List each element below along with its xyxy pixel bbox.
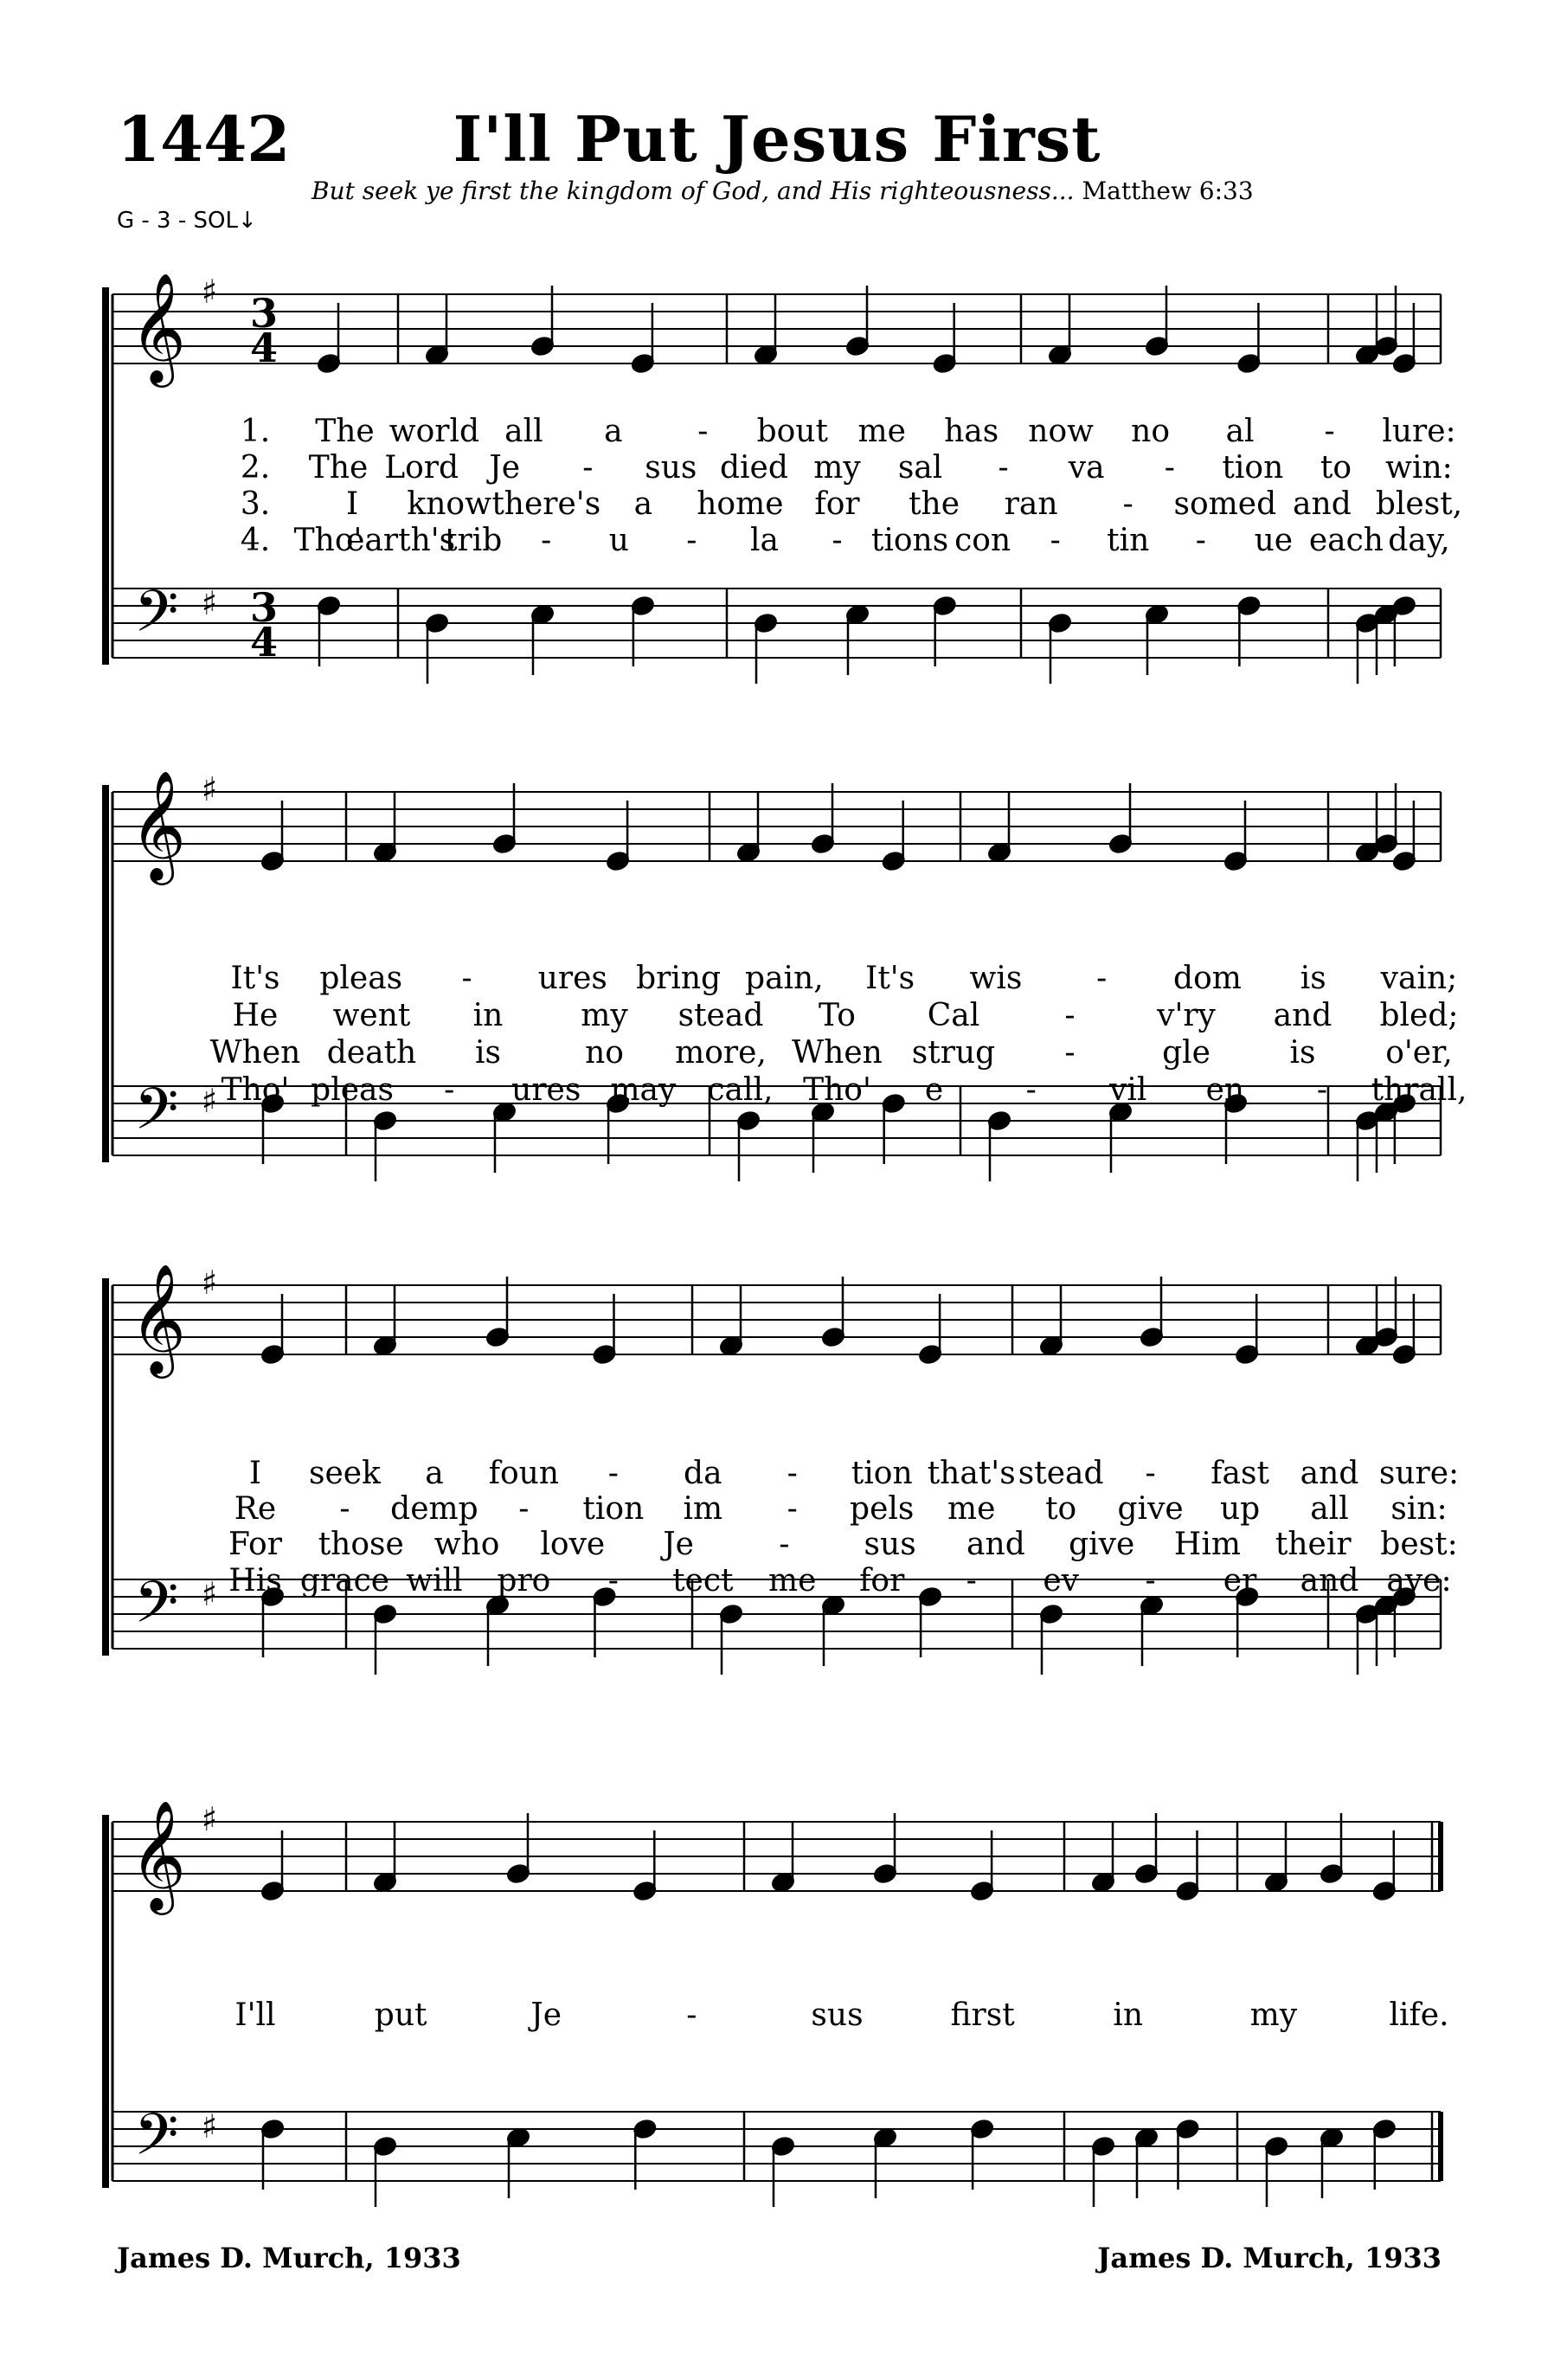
lyric-syllable: He [232, 998, 279, 1033]
lyric-syllable: en [1205, 1072, 1245, 1108]
sharp-sign: ♯ [201, 770, 218, 808]
lyric-syllable: For [228, 1527, 282, 1562]
lyric-syllable: tect [672, 1563, 734, 1598]
lyric-hyphen: - [832, 523, 843, 558]
lyric-syllable: er [1223, 1563, 1257, 1598]
lyric-syllable: more, [675, 1035, 767, 1071]
lyric-syllable: me [857, 414, 906, 449]
lyric-hyphen: - [787, 1491, 798, 1527]
lyric-syllable: im [683, 1491, 723, 1527]
lyric-syllable: sus [864, 1527, 916, 1562]
lyric-syllable: their [1275, 1527, 1352, 1562]
lyric-syllable: Tho' [803, 1072, 871, 1108]
lyric-syllable: death [326, 1035, 417, 1071]
sharp-sign: ♯ [201, 584, 218, 622]
time-signature: 4 [249, 325, 279, 371]
lyric-syllable: o'er, [1385, 1035, 1453, 1071]
lyric-syllable: life. [1389, 1997, 1449, 2033]
lyric-syllable: Lord [384, 450, 459, 486]
lyric-hyphen: - [998, 450, 1009, 486]
lyric-syllable: home [697, 486, 784, 522]
lyric-syllable: know [407, 486, 491, 522]
lyric-syllable: win: [1385, 450, 1453, 486]
time-signature: 3 [249, 584, 279, 631]
lyric-hyphen: - [444, 1072, 455, 1108]
lyric-hyphen: - [779, 1527, 790, 1562]
lyric-syllable: put [374, 1997, 427, 2033]
time-signature: 3 [249, 290, 279, 337]
hymn-title: I'll Put Jesus First [453, 102, 1101, 176]
lyric-syllable: all [504, 414, 543, 449]
lyric-syllable: 3. [240, 486, 271, 522]
lyric-syllable: 4. [240, 523, 271, 558]
lyric-syllable: e [924, 1072, 944, 1108]
lyric-hyphen: - [966, 1563, 977, 1598]
lyric-syllable: His [228, 1563, 282, 1598]
lyric-syllable: now [1028, 414, 1094, 449]
lyric-syllable: tions [870, 523, 949, 558]
lyric-syllable: I'll [234, 1997, 276, 2033]
lyric-hyphen: - [582, 450, 594, 486]
lyric-syllable: foun [488, 1456, 560, 1491]
lyric-syllable: la [749, 523, 779, 558]
lyric-hyphen: - [1324, 414, 1335, 449]
lyric-hyphen: - [697, 414, 709, 449]
lyric-hyphen: - [1122, 486, 1133, 522]
lyric-syllable: and [966, 1527, 1025, 1562]
lyric-syllable: va [1068, 450, 1105, 486]
lyric-syllable: strug [911, 1035, 996, 1071]
lyric-syllable: sin: [1390, 1491, 1448, 1527]
lyric-syllable: stead [1018, 1456, 1104, 1491]
lyric-syllable: To [819, 998, 856, 1033]
lyric-syllable: The [315, 414, 375, 449]
sharp-sign: ♯ [201, 1575, 218, 1613]
lyric-syllable: vil [1109, 1072, 1147, 1108]
lyric-hyphen: - [339, 1491, 350, 1527]
sharp-sign: ♯ [201, 1264, 218, 1302]
lyric-syllable: tion [851, 1456, 913, 1491]
lyric-syllable: each [1308, 523, 1384, 558]
lyric-syllable: a [633, 486, 653, 522]
lyric-syllable: v'ry [1157, 998, 1216, 1033]
lyric-syllable: stead [677, 998, 764, 1033]
sharp-sign: ♯ [201, 1800, 218, 1838]
lyric-hyphen: - [1025, 1072, 1037, 1108]
lyric-syllable: tion [582, 1491, 645, 1527]
lyric-hyphen: - [1096, 961, 1108, 996]
lyric-syllable: I [345, 486, 359, 522]
lyric-syllable: has [944, 414, 999, 449]
lyric-syllable: is [1289, 1035, 1316, 1071]
lyric-syllable: 2. [240, 450, 271, 486]
lyric-syllable: all [1310, 1491, 1349, 1527]
lyric-syllable: to [1045, 1491, 1077, 1527]
lyric-syllable: ran [1004, 486, 1058, 522]
lyric-syllable: da [684, 1456, 722, 1491]
system-3-bracket [102, 1278, 109, 1656]
lyric-syllable: a [425, 1456, 444, 1491]
lyric-hyphen: - [518, 1491, 530, 1527]
lyric-syllable: pain, [745, 961, 824, 996]
lyric-syllable: no [585, 1035, 624, 1071]
lyric-syllable: a [604, 414, 623, 449]
lyric-syllable: will [406, 1563, 463, 1598]
lyric-syllable: Cal [927, 998, 980, 1033]
lyric-syllable: It's [865, 961, 915, 996]
lyric-syllable: dom [1173, 961, 1242, 996]
words-credit: James D. Murch, 1933 [117, 2242, 461, 2274]
lyric-syllable: wis [969, 961, 1023, 996]
lyric-syllable: give [1069, 1527, 1135, 1562]
key-info: G - 3 - SOL↓ [117, 208, 257, 234]
lyric-syllable: fast [1210, 1456, 1269, 1491]
lyric-syllable: and [1300, 1456, 1359, 1491]
lyric-syllable: in [1113, 1997, 1144, 2033]
verse-reference: Matthew 6:33 [1082, 177, 1254, 205]
lyric-hyphen: - [1145, 1456, 1156, 1491]
lyric-syllable: those [318, 1527, 404, 1562]
lyric-syllable: demp [390, 1491, 478, 1527]
lyric-hyphen: - [1064, 1035, 1076, 1071]
lyric-syllable: sal [897, 450, 943, 486]
system-4-bracket [102, 1815, 109, 2188]
bass-clef: 𝄢 [134, 1569, 179, 1650]
lyric-hyphen: - [1064, 998, 1076, 1033]
lyric-syllable: sure: [1378, 1456, 1460, 1491]
lyric-syllable: ures [537, 961, 607, 996]
lyric-syllable: thrall, [1371, 1072, 1467, 1108]
music-credit: James D. Murch, 1933 [1097, 2242, 1442, 2274]
lyric-syllable: best: [1380, 1527, 1458, 1562]
lyric-hyphen: - [461, 961, 472, 996]
lyric-syllable: seek [309, 1456, 381, 1491]
lyric-syllable: con [954, 523, 1011, 558]
lyric-syllable: somed [1173, 486, 1277, 522]
treble-clef: 𝄞 [130, 272, 187, 383]
sharp-sign: ♯ [201, 2107, 218, 2145]
lyric-syllable: Re [234, 1491, 277, 1527]
lyric-syllable: went [332, 998, 411, 1033]
bass-clef: 𝄢 [134, 578, 179, 659]
system-1-bracket [102, 287, 109, 665]
hymn-number: 1442 [117, 102, 291, 176]
lyric-syllable: lure: [1382, 414, 1456, 449]
treble-clef: 𝄞 [130, 1263, 187, 1373]
lyric-syllable: sus [645, 450, 697, 486]
verse-text: But seek ye first the kingdom of God, and His righteousness... [311, 177, 1075, 205]
lyric-syllable: to [1320, 450, 1352, 486]
lyric-syllable: my [581, 998, 628, 1033]
lyric-syllable: bout [756, 414, 828, 449]
lyric-syllable: is [475, 1035, 501, 1071]
lyric-syllable: Je [663, 1527, 694, 1562]
lyric-syllable: gle [1162, 1035, 1210, 1071]
lyric-hyphen: - [607, 1563, 619, 1598]
lyric-syllable: vain; [1380, 961, 1458, 996]
treble-clef: 𝄞 [130, 1799, 187, 1910]
lyric-syllable: bring [636, 961, 722, 996]
lyric-syllable: pro [497, 1563, 551, 1598]
lyric-syllable: I [248, 1456, 262, 1491]
lyric-syllable: and [1273, 998, 1332, 1033]
lyric-syllable: world [388, 414, 480, 449]
lyric-syllable: 1. [240, 414, 271, 449]
bass-clef: 𝄢 [134, 2101, 179, 2182]
lyric-hyphen: - [1050, 523, 1061, 558]
lyric-syllable: love [540, 1527, 606, 1562]
lyric-hyphen: - [607, 1456, 619, 1491]
lyric-syllable: Tho' [293, 523, 363, 558]
lyric-syllable: ue [1254, 523, 1294, 558]
lyric-syllable: grace [299, 1563, 390, 1598]
lyric-syllable: first [950, 1997, 1015, 2033]
lyric-hyphen: - [787, 1456, 798, 1491]
lyric-syllable: al [1225, 414, 1255, 449]
lyric-syllable: there's [491, 486, 601, 522]
lyric-syllable: that's [927, 1456, 1016, 1491]
lyric-syllable: me [947, 1491, 996, 1527]
lyric-syllable: day, [1388, 523, 1450, 558]
lyric-hyphen: - [1164, 450, 1175, 486]
lyric-syllable: pleas [319, 961, 403, 996]
lyric-syllable: When [209, 1035, 301, 1071]
lyric-syllable: ev [1043, 1563, 1079, 1598]
lyric-syllable: me [768, 1563, 817, 1598]
lyric-syllable: may [610, 1072, 677, 1108]
lyric-syllable: trib [445, 523, 503, 558]
lyric-syllable: Him [1173, 1527, 1241, 1562]
lyric-syllable: bled; [1379, 998, 1459, 1033]
system-2-bracket [102, 785, 109, 1162]
lyric-syllable: give [1117, 1491, 1184, 1527]
lyric-syllable: u [608, 523, 629, 558]
lyric-syllable: When [792, 1035, 883, 1071]
bass-clef: 𝄢 [134, 1076, 179, 1156]
lyric-syllable: blest, [1375, 486, 1463, 522]
lyric-syllable: who [433, 1527, 500, 1562]
sharp-sign: ♯ [201, 273, 218, 311]
time-signature: 4 [249, 619, 279, 666]
lyric-hyphen: - [686, 523, 697, 558]
lyric-syllable: no [1131, 414, 1171, 449]
lyric-hyphen: - [1195, 523, 1206, 558]
lyric-syllable: pels [850, 1491, 915, 1527]
lyric-syllable: for [859, 1563, 905, 1598]
lyric-hyphen: - [686, 1997, 697, 2033]
lyric-syllable: up [1219, 1491, 1261, 1527]
lyric-syllable: pleas [311, 1072, 394, 1108]
sharp-sign: ♯ [201, 1082, 218, 1120]
lyric-hyphen: - [1316, 1072, 1327, 1108]
lyric-syllable: died [719, 450, 788, 486]
lyric-syllable: for [814, 486, 860, 522]
lyric-syllable: and [1300, 1563, 1359, 1598]
lyric-syllable: sus [811, 1997, 864, 2033]
lyric-syllable: tin [1107, 523, 1150, 558]
lyric-syllable: Je [530, 1997, 562, 2033]
lyric-syllable: It's [230, 961, 280, 996]
lyric-hyphen: - [541, 523, 552, 558]
lyric-syllable: my [1249, 1997, 1298, 2033]
lyric-syllable: my [813, 450, 861, 486]
lyric-syllable: earth's [346, 523, 456, 558]
lyric-syllable: ures [511, 1072, 581, 1108]
treble-clef: 𝄞 [130, 769, 187, 880]
lyric-syllable: is [1300, 961, 1326, 996]
lyric-syllable: in [472, 998, 504, 1033]
lyric-syllable: and [1293, 486, 1352, 522]
lyric-syllable: call, [707, 1072, 774, 1108]
lyric-syllable: The [308, 450, 369, 486]
lyric-syllable: the [909, 486, 960, 522]
lyric-syllable: Tho' [221, 1072, 290, 1108]
lyric-syllable: aye: [1386, 1563, 1452, 1598]
lyric-hyphen: - [1145, 1563, 1156, 1598]
lyric-syllable: tion [1222, 450, 1284, 486]
lyric-syllable: Je [489, 450, 521, 486]
